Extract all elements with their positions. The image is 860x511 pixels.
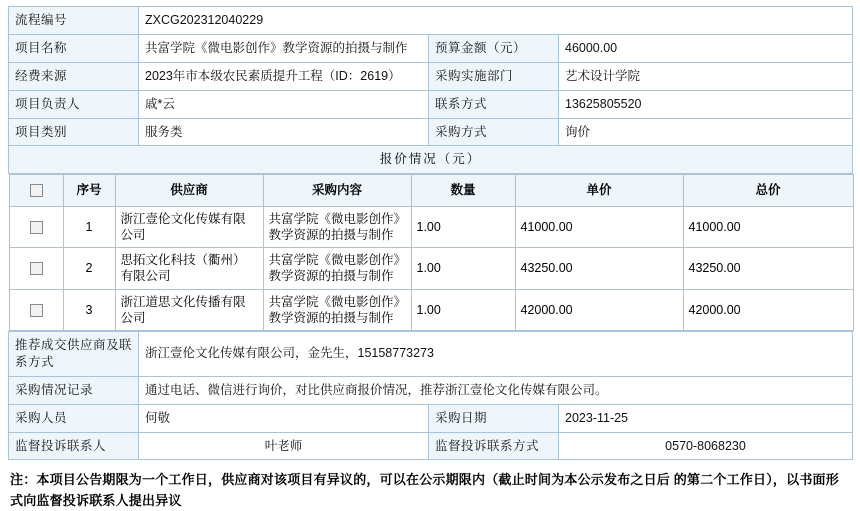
field-value-project-name: 共富学院《微电影创作》教学资源的拍摄与制作 (139, 34, 429, 62)
quote-header-row (9, 175, 853, 206)
quote-header-qty: 数量 (411, 175, 515, 206)
row-qty: 1.00 (411, 289, 515, 331)
table-row (9, 34, 853, 62)
table-row (9, 332, 853, 377)
quote-section-title: 报价情况（元） (9, 146, 853, 174)
field-label-recommended-supplier: 推荐成交供应商及联系方式 (9, 332, 139, 377)
field-value-purchase-record: 通过电话、微信进行询价，对比供应商报价情况，推荐浙江壹伦文化传媒有限公司。 (139, 376, 853, 404)
field-label-date: 采购日期 (429, 404, 559, 432)
table-row (9, 146, 853, 174)
quote-header-select (9, 175, 63, 206)
row-checkbox[interactable] (30, 262, 43, 275)
row-supplier: 思拓文化科技（衢州）有限公司 (115, 248, 263, 290)
field-value-method: 询价 (559, 118, 853, 146)
field-label-method: 采购方式 (429, 118, 559, 146)
field-label-process-no: 流程编号 (9, 7, 139, 35)
quote-header-supplier: 供应商 (115, 175, 263, 206)
field-value-manager: 戚*云 (139, 90, 429, 118)
row-checkbox[interactable] (30, 221, 43, 234)
field-label-buyer: 采购人员 (9, 404, 139, 432)
quote-header-index: 序号 (63, 175, 115, 206)
table-row (9, 174, 853, 332)
footer-note: 注：本项目公告期限为一个工作日，供应商对该项目有异议的，可以在公示期限内（截止时间为本公示发布之日后 的第二个工作日），以书面形式向监督投诉联系人提出异议 (10, 472, 839, 508)
table-row (9, 206, 853, 248)
row-content: 共富学院《微电影创作》教学资源的拍摄与制作 (263, 206, 411, 248)
field-value-date: 2023-11-25 (559, 404, 853, 432)
row-checkbox[interactable] (30, 304, 43, 317)
field-value-supervisor: 叶老师 (139, 432, 429, 460)
row-index: 2 (63, 248, 115, 290)
field-value-phone: 13625805520 (559, 90, 853, 118)
row-total-price: 41000.00 (683, 206, 853, 248)
row-total-price: 43250.00 (683, 248, 853, 290)
field-label-supervisor: 监督投诉联系人 (9, 432, 139, 460)
select-all-checkbox[interactable] (30, 184, 43, 197)
row-select-cell (9, 206, 63, 248)
quote-header-total-price: 总价 (683, 175, 853, 206)
field-value-buyer: 何敬 (139, 404, 429, 432)
table-row (9, 432, 853, 460)
field-value-recommended-supplier: 浙江壹伦文化传媒有限公司，金先生，15158773273 (139, 332, 853, 377)
field-value-process-no: ZXCG202312040229 (139, 7, 853, 35)
quote-header-content: 采购内容 (263, 175, 411, 206)
row-total-price: 42000.00 (683, 289, 853, 331)
table-row (9, 248, 853, 290)
row-unit-price: 43250.00 (515, 248, 683, 290)
field-value-department: 艺术设计学院 (559, 62, 853, 90)
row-unit-price: 42000.00 (515, 289, 683, 331)
quote-table-cell (9, 174, 853, 332)
table-row (9, 7, 853, 35)
field-label-fund-source: 经费来源 (9, 62, 139, 90)
row-content: 共富学院《微电影创作》教学资源的拍摄与制作 (263, 248, 411, 290)
row-index: 1 (63, 206, 115, 248)
field-value-budget: 46000.00 (559, 34, 853, 62)
field-value-category: 服务类 (139, 118, 429, 146)
quote-header-unit-price: 单价 (515, 175, 683, 206)
field-label-supervisor-contact: 监督投诉联系方式 (429, 432, 559, 460)
table-row (9, 62, 853, 90)
table-row (9, 118, 853, 146)
field-label-budget: 预算金额（元） (429, 34, 559, 62)
row-qty: 1.00 (411, 248, 515, 290)
field-label-category: 项目类别 (9, 118, 139, 146)
table-row (9, 376, 853, 404)
procurement-form-table (8, 6, 853, 460)
table-row (9, 404, 853, 432)
row-index: 3 (63, 289, 115, 331)
field-label-purchase-record: 采购情况记录 (9, 376, 139, 404)
field-label-project-name: 项目名称 (9, 34, 139, 62)
field-label-phone: 联系方式 (429, 90, 559, 118)
row-supplier: 浙江道思文化传播有限公司 (115, 289, 263, 331)
table-row (9, 90, 853, 118)
row-supplier: 浙江壹伦文化传媒有限公司 (115, 206, 263, 248)
table-row (9, 289, 853, 331)
field-label-department: 采购实施部门 (429, 62, 559, 90)
row-select-cell (9, 248, 63, 290)
row-qty: 1.00 (411, 206, 515, 248)
quote-table (9, 174, 854, 331)
field-value-supervisor-contact: 0570-8068230 (559, 432, 853, 460)
field-value-fund-source: 2023年市本级农民素质提升工程（ID：2619） (139, 62, 429, 90)
field-label-manager: 项目负责人 (9, 90, 139, 118)
row-unit-price: 41000.00 (515, 206, 683, 248)
row-select-cell (9, 289, 63, 331)
row-content: 共富学院《微电影创作》教学资源的拍摄与制作 (263, 289, 411, 331)
